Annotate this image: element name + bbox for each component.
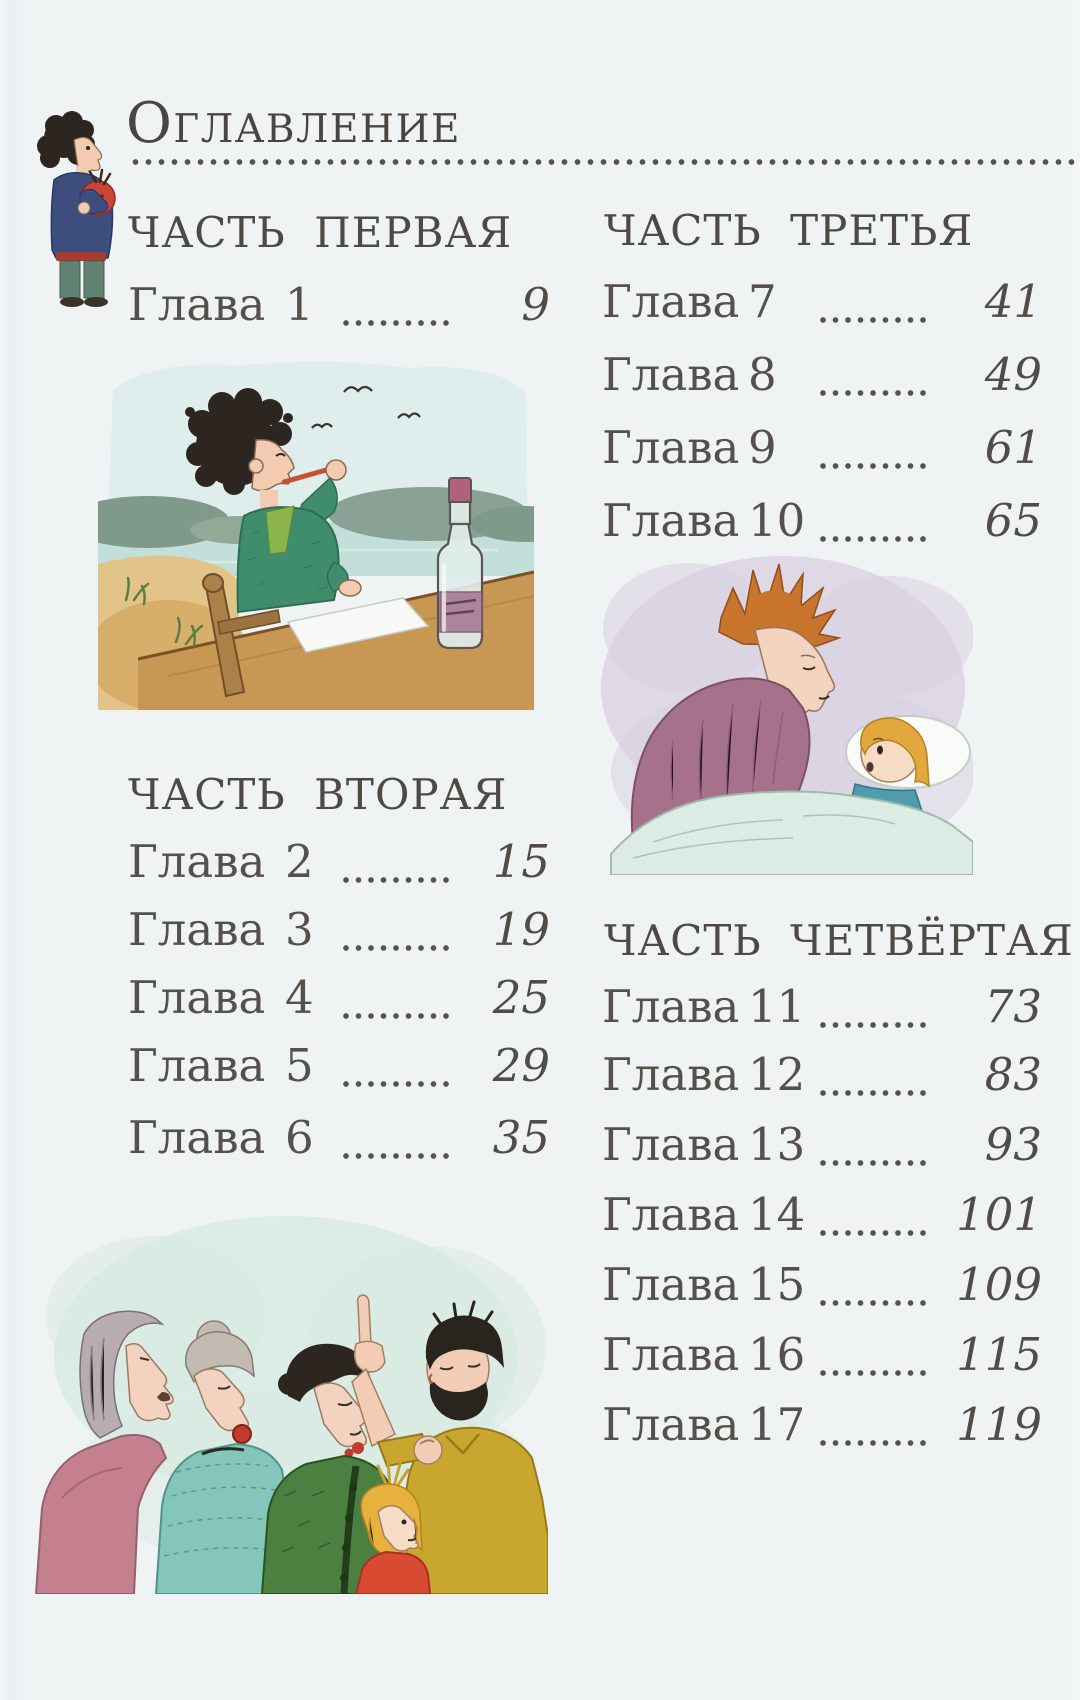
dot-leader	[820, 316, 928, 324]
chapter-page: 25	[492, 971, 550, 1024]
chapter-page: 73	[984, 980, 1042, 1033]
chapter-number: 12	[748, 1048, 806, 1101]
toc-entry	[602, 1329, 1042, 1385]
chapter-label: Глава	[602, 980, 740, 1033]
chapter-number: 5	[285, 1039, 314, 1092]
chapter-number: 8	[748, 348, 777, 401]
chapter-label: Глава	[602, 1328, 740, 1381]
illustration-boy-writing-by-sea	[98, 354, 534, 710]
dot-leader	[820, 1089, 928, 1097]
dot-leader	[820, 1021, 928, 1029]
chapter-number: 9	[748, 421, 777, 474]
illustration-family-group	[26, 1196, 548, 1594]
chapter-page: 49	[984, 348, 1042, 401]
chapter-page: 101	[956, 1188, 1042, 1241]
chapter-page: 29	[492, 1039, 550, 1092]
dot-leader	[820, 1159, 928, 1167]
dot-leader	[343, 1080, 452, 1088]
part-heading: ЧАСТЬ ВТОРАЯ	[128, 770, 508, 819]
dot-leader	[820, 1439, 928, 1447]
chapter-label: Глава	[602, 1398, 740, 1451]
toc-entry	[128, 836, 550, 892]
dot-leader	[343, 944, 452, 952]
toc-entry	[602, 1259, 1042, 1315]
chapter-page: 119	[956, 1398, 1042, 1451]
chapter-page: 61	[984, 421, 1042, 474]
chapter-number: 3	[285, 903, 314, 956]
chapter-page: 65	[984, 494, 1042, 547]
toc-entry	[602, 1119, 1042, 1175]
chapter-label: Глава	[128, 903, 266, 956]
chapter-page: 109	[956, 1258, 1042, 1311]
toc-entry	[128, 972, 550, 1028]
chapter-number: 15	[748, 1258, 806, 1311]
chapter-label: Глава	[602, 1118, 740, 1171]
dot-leader	[820, 462, 928, 470]
dot-leader	[820, 1229, 928, 1237]
chapter-number: 10	[748, 494, 806, 547]
chapter-label: Глава	[602, 348, 740, 401]
toc-entry	[602, 276, 1042, 332]
chapter-label: Глава	[602, 494, 740, 547]
chapter-label: Глава	[602, 1188, 740, 1241]
toc-entry	[128, 1112, 550, 1168]
chapter-label: Глава	[128, 1039, 266, 1092]
dot-leader	[820, 1369, 928, 1377]
chapter-page: 9	[521, 278, 550, 331]
chapter-page: 35	[492, 1111, 550, 1164]
chapter-label: Глава	[128, 835, 266, 888]
chapter-page: 115	[956, 1328, 1042, 1381]
dot-leader	[820, 1299, 928, 1307]
chapter-number: 16	[748, 1328, 806, 1381]
toc-entry	[128, 904, 550, 960]
toc-entry	[602, 1399, 1042, 1455]
chapter-page: 15	[492, 835, 550, 888]
part-heading: ЧАСТЬ ПЕРВАЯ	[128, 208, 513, 257]
toc-entry	[602, 422, 1042, 478]
illustration-boy-holding-bundle	[26, 110, 128, 312]
toc-entry	[128, 1040, 550, 1096]
chapter-label: Глава	[602, 1258, 740, 1311]
part-heading: ЧАСТЬ ТРЕТЬЯ	[604, 206, 974, 255]
toc-entry	[602, 349, 1042, 405]
toc-entry	[128, 279, 550, 335]
dot-leader	[820, 389, 928, 397]
toc-entry	[602, 981, 1042, 1037]
illustration-parent-and-child-in-bed	[593, 540, 973, 875]
chapter-page: 19	[492, 903, 550, 956]
chapter-number: 11	[748, 980, 806, 1033]
chapter-number: 13	[748, 1118, 806, 1171]
dot-leader	[343, 1012, 452, 1020]
chapter-label: Глава	[602, 275, 740, 328]
chapter-label: Глава	[128, 1111, 266, 1164]
toc-entry	[602, 1049, 1042, 1105]
chapter-label: Глава	[128, 278, 266, 331]
dotted-rule	[132, 157, 1080, 167]
chapter-number: 7	[748, 275, 777, 328]
dot-leader	[343, 876, 452, 884]
chapter-number: 1	[285, 278, 314, 331]
chapter-page: 83	[984, 1048, 1042, 1101]
chapter-label: Глава	[128, 971, 266, 1024]
page-title: Оглавление	[126, 91, 461, 156]
chapter-number: 14	[748, 1188, 806, 1241]
chapter-page: 41	[984, 275, 1042, 328]
dot-leader	[343, 1152, 452, 1160]
chapter-number: 4	[285, 971, 314, 1024]
part-heading: ЧАСТЬ ЧЕТВЁРТАЯ	[604, 916, 1074, 965]
chapter-number: 2	[285, 835, 314, 888]
chapter-page: 93	[984, 1118, 1042, 1171]
chapter-number: 6	[285, 1111, 314, 1164]
chapter-label: Глава	[602, 1048, 740, 1101]
toc-entry	[602, 1189, 1042, 1245]
chapter-number: 17	[748, 1398, 806, 1451]
dot-leader	[343, 319, 452, 327]
chapter-label: Глава	[602, 421, 740, 474]
